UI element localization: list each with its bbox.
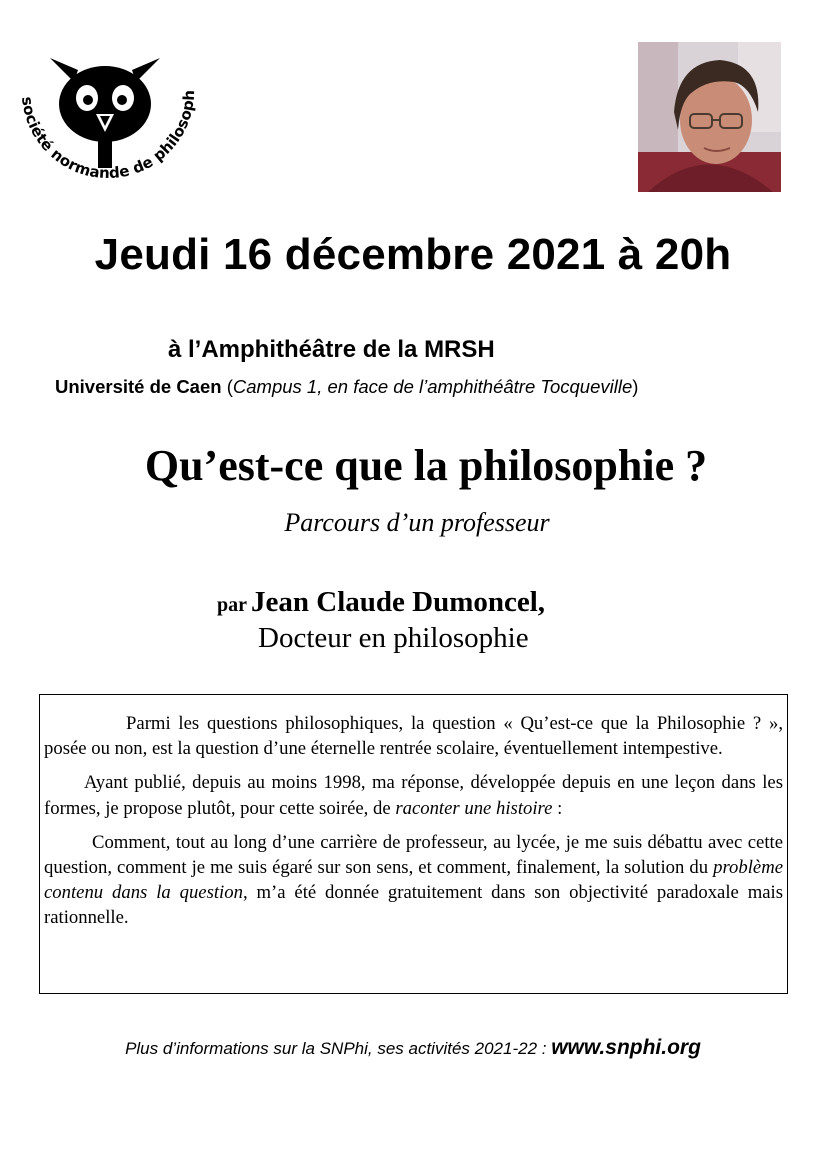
talk-subtitle: Parcours d’un professeur [284, 508, 550, 537]
abstract-box [39, 694, 788, 994]
location-detail: Campus 1, en face de l’amphithéâtre Tocqueville [232, 376, 633, 397]
event-date: Jeudi 16 décembre 2021 à 20h [94, 230, 732, 279]
abstract-paragraph-1: Parmi les questions philosophiques, la question « Qu’est-ce que la Philosophie ? », posée ou non, est la question d’une éternelle rentrée scolaire, éventuellement intempestive. [44, 713, 783, 760]
location-close: ) [632, 376, 639, 397]
abstract-p3-text: Comment, tout au long d’une carrière de professeur, au lycée, je me suis débattu avec cette question, comment je me suis égaré sur son sens, et comment, finalement, la solution du [44, 831, 783, 879]
university-name: Université de Caen [55, 376, 222, 397]
event-venue: à l’Amphithéâtre de la MRSH [168, 336, 495, 363]
abstract-p2-emphasis: raconter une histoire [395, 797, 553, 819]
abstract-p3-end: , m’a été donnée gratuitement dans son objectivité paradoxale mais rationnelle. [44, 882, 784, 929]
speaker-portrait-icon [638, 42, 781, 192]
abstract-p2-end: : [552, 797, 563, 819]
location-open: ( [221, 376, 233, 397]
abstract-paragraph-2 [44, 770, 783, 820]
abstract-p2-text: Ayant publié, depuis au moins 1998, ma réponse, développée depuis en une leçon dans les formes, je propose plutôt, pour cette soirée, de [44, 772, 783, 819]
abstract-p3-emphasis: problème contenu dans la question [44, 857, 783, 904]
owl-philosophy-symbol-icon [8, 52, 208, 202]
footer-info [0, 1036, 826, 1060]
speaker-photo [638, 42, 781, 192]
speaker-title: Docteur en philosophie [258, 622, 529, 654]
website-link[interactable]: www.snphi.org [551, 1036, 701, 1059]
abstract-paragraph-3 [44, 830, 783, 931]
logo-text: société normande de philosoph [18, 89, 199, 183]
by-label: par [217, 594, 247, 616]
footer-text: Plus d’informations sur la SNPhi, ses activités 2021-22 : [125, 1039, 552, 1058]
event-location [55, 376, 638, 398]
speaker-name: Jean Claude Dumoncel, [251, 586, 546, 618]
talk-title: Qu’est-ce que la philosophie ? [144, 441, 708, 490]
society-logo [8, 52, 208, 202]
speaker-byline [217, 586, 545, 619]
